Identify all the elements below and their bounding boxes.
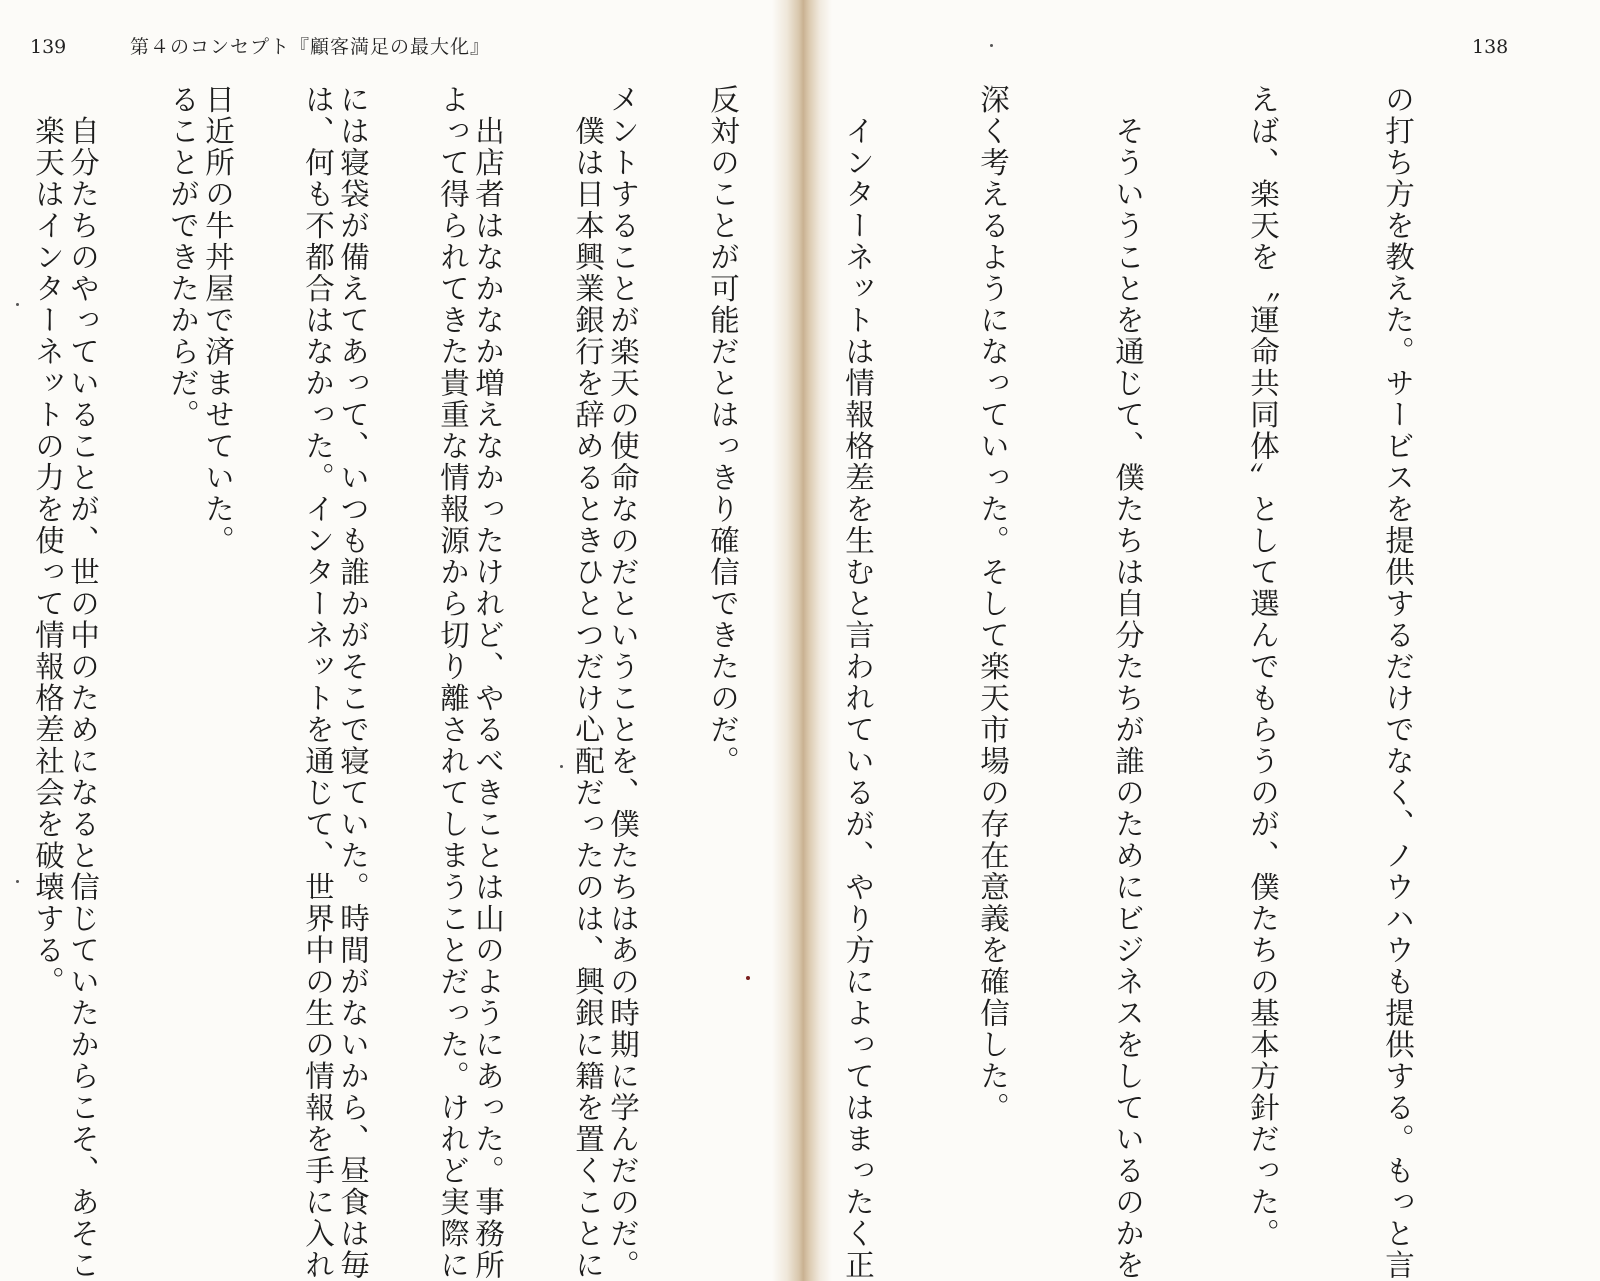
right-page-number: 138: [1472, 36, 1509, 58]
text-column: 深く考えるようになっていった。そして楽天市場の存在意義を確信した。: [976, 84, 1010, 1124]
scan-speck: [16, 880, 19, 883]
text-column: 僕は日本興業銀行を辞めるときひとつだけ心配だったのは、興銀に籍を置くことに: [571, 84, 605, 1281]
text-column: の打ち方を教えた。サービスを提供するだけでなく、ノウハウも提供する。もっと言: [1381, 84, 1415, 1281]
text-column: よって得られてきた貴重な情報源から切り離されてしまうことだった。けれど実際に: [436, 84, 470, 1281]
text-column: 楽天はインターネットの力を使って情報格差社会を破壊する。: [31, 84, 65, 998]
scan-speck: [16, 303, 19, 306]
text-column: には寝袋が備えてあって、いつも誰かがそこで寝ていた。時間がないから、昼食は毎: [336, 84, 370, 1281]
text-column: そういうことを通じて、僕たちは自分たちが誰のためにビジネスをしているのかを: [1111, 84, 1145, 1281]
text-column: 自分たちのやっていることが、世の中のためになると信じていたからこそ、あそこ: [66, 84, 100, 1281]
text-column: インターネットは情報格差を生むと言われているが、やり方によってはまったく正: [841, 84, 875, 1281]
text-column: 反対のことが可能だとはっきり確信できたのだ。: [706, 84, 740, 777]
left-page-text: [60, 84, 735, 1281]
scan-speck: [560, 765, 563, 768]
text-column: メントすることが楽天の使命なのだということを、僕たちはあの時期に学んだのだ。: [606, 84, 640, 1281]
text-column: ることができたからだ。: [166, 84, 200, 431]
scan-speck: [746, 976, 750, 980]
scan-speck: [990, 44, 993, 47]
text-column: えば、楽天を〝運命共同体〟として選んでもらうのが、僕たちの基本方針だった。: [1246, 84, 1280, 1250]
text-column: は、何も不都合はなかった。インターネットを通じて、世界中の生の情報を手に入れ: [301, 84, 335, 1281]
left-page-number: 139: [30, 36, 67, 58]
text-column: 出店者はなかなか増えなかったけれど、やるべきことは山のようにあった。事務所: [471, 84, 505, 1281]
text-column: 日近所の牛丼屋で済ませていた。: [201, 84, 235, 557]
running-head: 第４のコンセプト『顧客満足の最大化』: [130, 36, 491, 58]
